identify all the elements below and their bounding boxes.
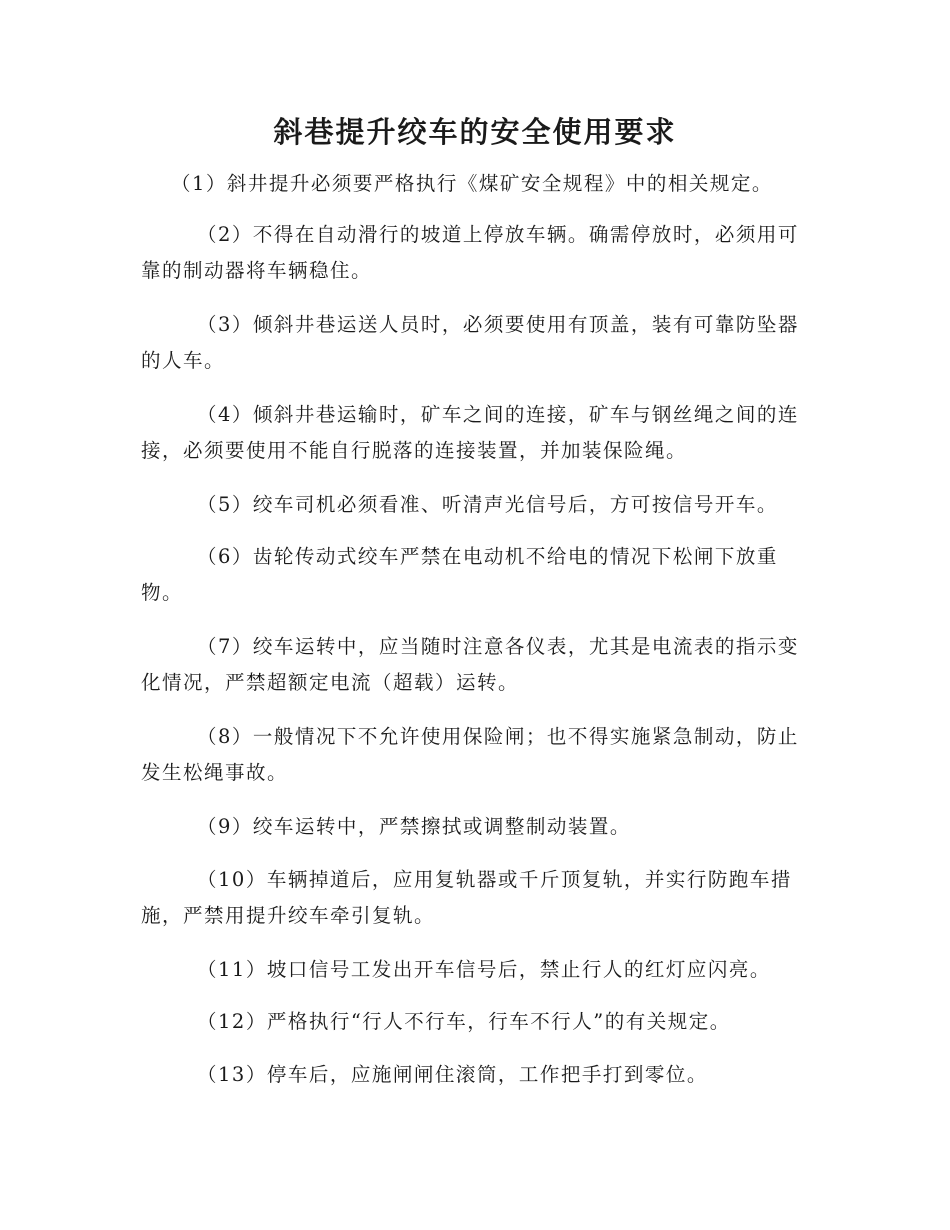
paragraph-11: （11）坡口信号工发出开车信号后，禁止行人的红灯应闪亮。 — [197, 958, 771, 981]
paragraph-5: （5）绞车司机必须看准、听清声光信号后，方可按信号开车。 — [197, 493, 778, 516]
paragraph-7: （7）绞车运转中，应当随时注意各仪表，尤其是电流表的指示变化情况，严禁超额定电流（超载）运转。 — [141, 635, 799, 694]
paragraph-13: （13）停车后，应施闸闸住滚筒，工作把手打到零位。 — [197, 1063, 708, 1086]
paragraph-3: （3）倾斜井巷运送人员时，必须要使用有顶盖，装有可靠防坠器的人车。 — [141, 313, 799, 372]
paragraph-9: （9）绞车运转中，严禁擦拭或调整制动装置。 — [197, 815, 631, 838]
paragraph-4: （4）倾斜井巷运输时，矿车之间的连接，矿车与钢丝绳之间的连接，必须要使用不能自行脱落的连接装置，并加装保险绳。 — [141, 403, 799, 462]
paragraph-2: （2）不得在自动滑行的坡道上停放车辆。确需停放时，必须用可靠的制动器将车辆稳住。 — [141, 223, 799, 282]
paragraph-8: （8）一般情况下不允许使用保险闸；也不得实施紧急制动，防止发生松绳事故。 — [141, 725, 799, 784]
paragraph-12: （12）严格执行“行人不行车，行车不行人”的有关规定。 — [197, 1010, 731, 1033]
document-title: 斜巷提升绞车的安全使用要求 — [273, 115, 677, 149]
paragraph-1: （1）斜井提升必须要严格执行《煤矿安全规程》中的相关规定。 — [171, 172, 773, 195]
paragraph-6: （6）齿轮传动式绞车严禁在电动机不给电的情况下松闸下放重物。 — [141, 545, 778, 604]
paragraph-10: （10）车辆掉道后，应用复轨器或千斤顶复轨，并实行防跑车措施，严禁用提升绞车牵引复轨。 — [141, 868, 792, 927]
